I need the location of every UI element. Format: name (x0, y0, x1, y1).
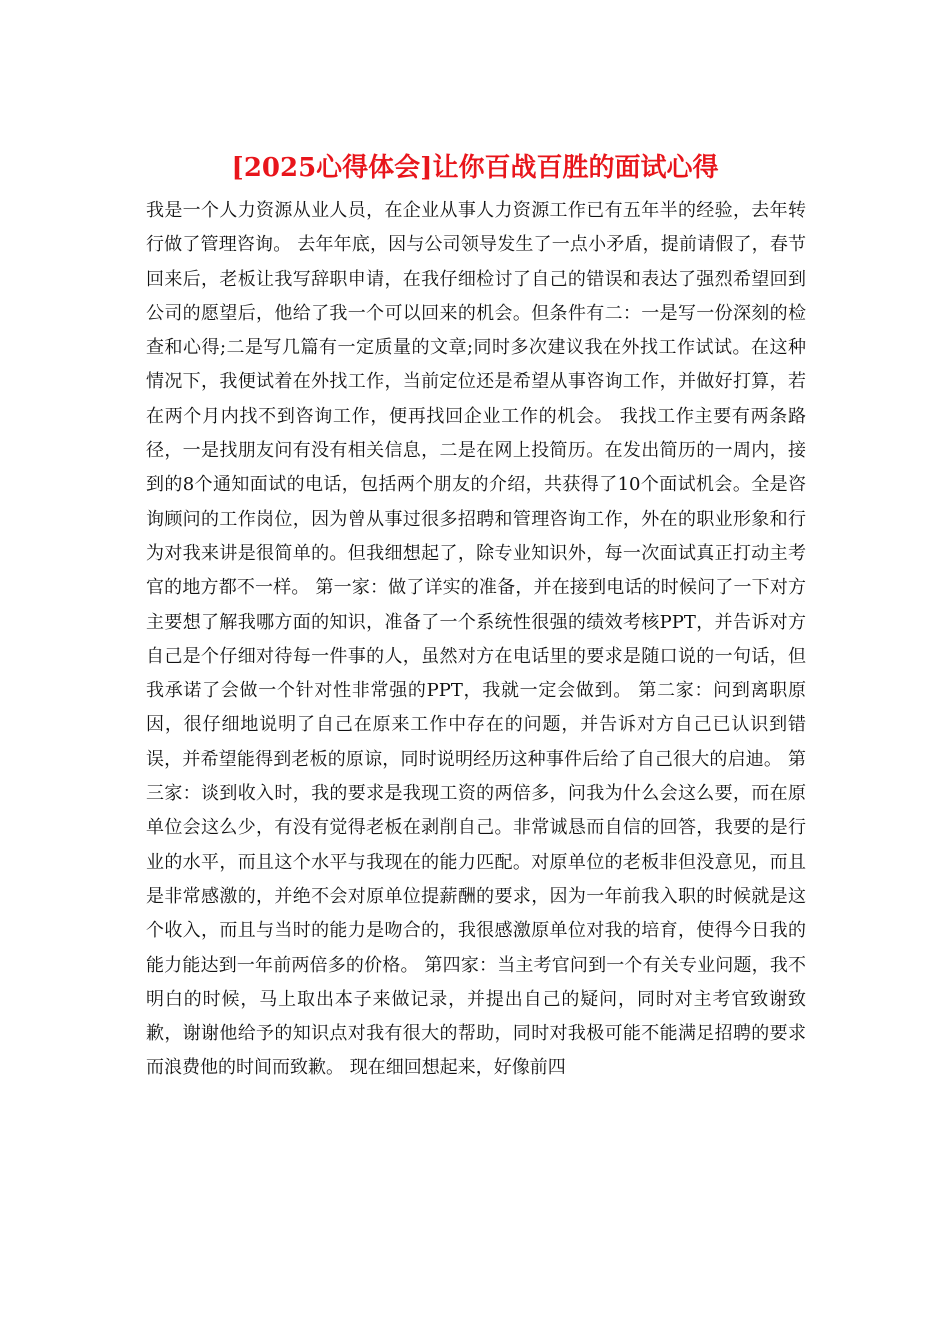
document-body-paragraph: 我是一个人力资源从业人员，在企业从事人力资源工作已有五年半的经验，去年转行做了管理咨询。 去年年底，因与公司领导发生了一点小矛盾，提前请假了，春节回来后，老板让我写辞职申请，在我仔细检讨了自己的错误和表达了强烈希望回到公司的愿望后，他给了我一个可以回来的机会。但条件有二：一是写一份深刻的检查和心得;二是写几篇有一定质量的文章;同时多次建议我在外找工作试试。在这种情况下，我便试着在外找工作，当前定位还是希望从事咨询工作，并做好打算，若在两个月内找不到咨询工作，便再找回企业工作的机会。 我找工作主要有两条路径，一是找朋友问有没有相关信息，二是在网上投简历。在发出简历的一周内，接到的8个通知面试的电话，包括两个朋友的介绍，共获得了10个面试机会。全是咨询顾问的工作岗位，因为曾从事过很多招聘和管理咨询工作，外在的职业形象和行为对我来讲是很简单的。但我细想起了，除专业知识外，每一次面试真正打动主考官的地方都不一样。 第一家：做了详实的准备，并在接到电话的时候问了一下对方主要想了解我哪方面的知识，准备了一个系统性很强的绩效考核PPT，并告诉对方自己是个仔细对待每一件事的人，虽然对方在电话里的要求是随口说的一句话，但我承诺了会做一个针对性非常强的PPT，我就一定会做到。 第二家：问到离职原因，很仔细地说明了自己在原来工作中存在的问题，并告诉对方自己已认识到错误，并希望能得到老板的原谅，同时说明经历这种事件后给了自己很大的启迪。 第三家：谈到收入时，我的要求是我现工资的两倍多，问我为什么会这么要，而在原单位会这么少，有没有觉得老板在剥削自己。非常诚恳而自信的回答，我要的是行业的水平，而且这个水平与我现在的能力匹配。对原单位的老板非但没意见，而且是非常感激的，并绝不会对原单位提薪酬的要求，因为一年前我入职的时候就是这个收入，而且与当时的能力是吻合的，我很感激原单位对我的培育，使得今日我的能力能达到一年前两倍多的价格。 第四家：当主考官问到一个有关专业问题，我不明白的时候，马上取出本子来做记录，并提出自己的疑问，同时对主考官致谢致歉，谢谢他给予的知识点对我有很大的帮助，同时对我极可能不能满足招聘的要求而浪费他的时间而致歉。 现在细回想起来，好像前四 (146, 200, 806, 1079)
document-title: [2025心得体会]让你百战百胜的面试心得 (231, 153, 719, 183)
